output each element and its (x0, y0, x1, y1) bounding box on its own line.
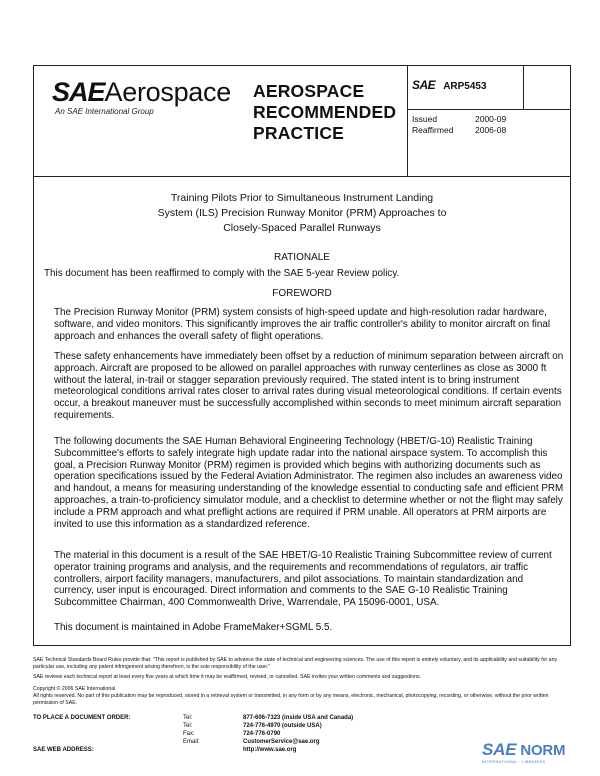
foreword-paragraph: The material in this document is a result of the SAE HBET/G-10 Realistic Training Subcommittee review of current operator training programs and analysis, and the requirements and recommendations of regulators, air traffic controllers, airport facility managers, manufacturers, and pilot associations. To maintain standardization and currency, user input is encouraged. Direct information and comments to the SAE G-10 Realistic Training Subcommittee Chairman, 400 Commonwealth Drive, Warrendale, PA 15096-0001, USA. (54, 550, 552, 609)
document-type-title (253, 81, 396, 144)
order-label: TO PLACE A DOCUMENT ORDER: (33, 715, 131, 721)
sae-norm-watermark (482, 740, 565, 764)
doc-number: ARP5453 (443, 81, 487, 92)
subject-line: System (ILS) Precision Runway Monitor (PRM) Approaches to (157, 207, 447, 219)
web-label: SAE WEB ADDRESS: (33, 747, 94, 754)
header-divider (407, 109, 570, 110)
foreword-paragraph: This document is maintained in Adobe FrameMaker+SGML 5.5. (54, 622, 333, 633)
logo-tagline: An SAE International Group (55, 107, 154, 116)
watermark-sub: INTERNATIONAL · LIBRARIES (482, 759, 546, 764)
issued-label: Issued (412, 114, 438, 124)
subject-line: Closely-Spaced Parallel Runways (223, 222, 381, 234)
order-contacts (33, 714, 353, 754)
document-number (412, 78, 487, 92)
title-line: AEROSPACE (253, 81, 365, 101)
footer-copyright: Copyright © 2006 SAE International (33, 686, 116, 692)
rationale-text: This document has been reaffirmed to comply with the SAE 5-year Review policy. (44, 268, 400, 279)
contact-value[interactable]: 724-776-0790 (243, 731, 281, 738)
footer-review: SAE reviews each technical report at least every five years at which time it may be reaffirmed, revised, or cancelled. SAE invites your written comments and suggestions. (33, 674, 421, 680)
issued-value: 2000-09 (475, 114, 507, 124)
contact-value[interactable]: 724-776-4970 (outside USA) (243, 723, 322, 730)
document-frame (33, 65, 571, 646)
reaffirmed-value: 2006-08 (475, 124, 507, 135)
sae-aerospace-logo (52, 78, 231, 116)
document-subject (34, 191, 570, 236)
contact-label: Tel: (183, 723, 193, 730)
foreword-paragraph: The following documents the SAE Human Behavioral Engineering Technology (HBET/G-10) Realistic Training Subcommittee's efforts to safely integrate high update radar into the national airspace system. To accomplish this goal, a Precision Runway Monitor (PRM) regimen is provided which begins with authorizing documents such as operation specifications issued by the Federal Aviation Administrator. The regimen also includes an awareness video and handout, a means for measuring understanding of the knowledge essential to conducting safe and efficient PRM approaches, a train-to-proficiency simulator module, and a checklist to determine whether or not the flight may safely include a PRM approach and what preflight actions are required if PRM unable. All operators at PRM airports are invited to use this information as a standardized reference. (54, 436, 564, 530)
header-divider (407, 66, 408, 176)
document-dates (412, 114, 506, 135)
rationale-heading: RATIONALE (274, 252, 330, 263)
contact-value[interactable]: 877-606-7323 (inside USA and Canada) (243, 715, 354, 721)
web-link[interactable]: http://www.sae.org (243, 747, 297, 754)
email-link[interactable]: CustomerService@sae.org (243, 739, 320, 746)
subject-line: Training Pilots Prior to Simultaneous Instrument Landing (170, 192, 434, 204)
watermark-sae: SAE (482, 740, 517, 759)
logo-aerospace: Aerospace (104, 77, 231, 107)
header-block (34, 66, 570, 177)
watermark-norm: NORM (520, 742, 566, 759)
title-line: RECOMMENDED (253, 102, 397, 122)
foreword-heading: FOREWORD (272, 288, 332, 299)
contact-label: Fax: (183, 731, 195, 738)
footer-rights: All rights reserved. No part of this publication may be reproduced, stored in a retrieval system or transmitted, in any form or by any means, electronic, mechanical, photocopying, recording, or otherwise, without the prior written permission of SAE. (33, 693, 549, 706)
header-divider (523, 66, 524, 109)
contact-label: Tel: (183, 715, 193, 721)
foreword-paragraph: The Precision Runway Monitor (PRM) system consists of high-speed update and high-resolution radar hardware, software, and video monitors. This significantly improves the air traffic controller's ability to monitor aircraft on final approach and enhances the overall safety of flight operations. (54, 307, 551, 342)
doc-brand: SAE (412, 78, 436, 92)
footer-policy: SAE Technical Standards Board Rules provide that: "This report is published by SAE to advance the state of technical and engineering sciences. The use of this report is entirely voluntary, and its applicability and suitability for any particular use, including any patent infringement arising therefrom, is the sole responsibility of the user." (33, 657, 558, 670)
contact-label: Email: (183, 739, 200, 746)
title-line: PRACTICE (253, 123, 345, 143)
reaffirmed-label: Reaffirmed (412, 124, 454, 135)
logo-sae: SAE (52, 77, 105, 107)
foreword-paragraph: These safety enhancements have immediately been offset by a reduction of minimum separation between aircraft on approach. Aircraft are proposed to be allowed on parallel approaches with runway centerlines as close as 3000 ft without the lateral, in-trail or stagger separation previously required. The stated intent is to bring instrument meteorological conditions arrival rates closer to arrival rates during visual meteorological conditions. If certain events occur, a breakout maneuver must be successfully accomplished within seconds to meet minimum aircraft separation requirements. (54, 351, 564, 421)
